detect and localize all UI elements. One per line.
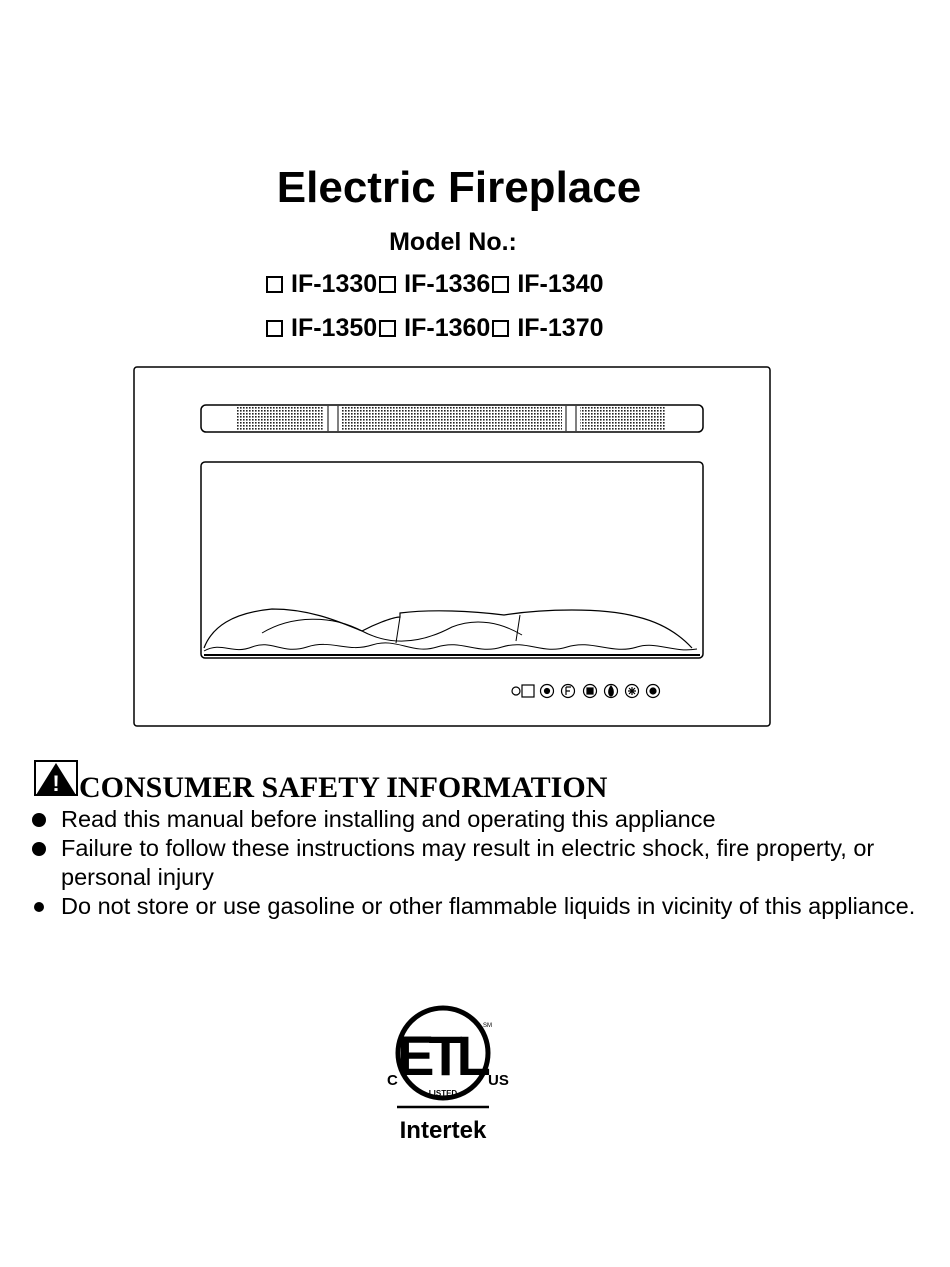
bullet-icon — [32, 842, 46, 856]
firebox-window — [201, 462, 703, 658]
warning-glyph: ! — [52, 771, 60, 796]
control-panel — [512, 685, 660, 698]
service-mark: SM — [483, 1023, 492, 1029]
bullet-icon — [34, 902, 44, 912]
listed-label: LISTED — [428, 1089, 458, 1098]
intertek-label: Intertek — [399, 1117, 487, 1144]
safety-bullet-list — [30, 805, 920, 921]
bullet-text: Failure to follow these instructions may result in electric shock, fire property, or personal injury — [61, 835, 875, 890]
checkbox-icon[interactable] — [492, 320, 509, 337]
document-title: Electric Fireplace — [276, 163, 642, 212]
bullet-icon — [32, 813, 46, 827]
checkbox-icon[interactable] — [379, 276, 396, 293]
vent-grille-center — [342, 406, 562, 431]
vent-grille-left — [236, 406, 324, 431]
model-number: IF-1340 — [517, 270, 604, 298]
model-number: IF-1336 — [404, 270, 491, 298]
model-row-2 — [264, 313, 604, 343]
model-row-1 — [264, 269, 604, 299]
safety-title: CONSUMER SAFETY INFORMATION — [79, 771, 608, 804]
model-number: IF-1360 — [404, 314, 491, 342]
model-option[interactable] — [377, 313, 490, 343]
model-number: IF-1350 — [291, 314, 378, 342]
checkbox-icon[interactable] — [266, 276, 283, 293]
checkbox-icon[interactable] — [492, 276, 509, 293]
model-option[interactable] — [377, 269, 490, 299]
model-option[interactable] — [264, 313, 377, 343]
fireplace-illustration — [132, 365, 772, 730]
vent-grille-right — [580, 406, 666, 431]
bullet-text: Read this manual before installing and operating this appliance — [61, 806, 716, 832]
model-number: IF-1330 — [291, 270, 378, 298]
list-item — [30, 834, 920, 892]
list-item — [30, 805, 920, 834]
model-option[interactable] — [490, 313, 603, 343]
checkbox-icon[interactable] — [379, 320, 396, 337]
warning-icon — [34, 760, 78, 796]
etl-mark: ETL — [397, 1024, 485, 1087]
model-number-label: Model No.: — [389, 228, 517, 256]
bullet-text: Do not store or use gasoline or other flammable liquids in vicinity of this appliance. — [61, 893, 916, 919]
ember-bed — [204, 609, 692, 648]
etl-listed-logo — [383, 1005, 517, 1145]
checkbox-icon[interactable] — [266, 320, 283, 337]
model-number: IF-1370 — [517, 314, 604, 342]
model-option[interactable] — [264, 269, 377, 299]
c-label: C — [387, 1072, 398, 1089]
us-label: US — [488, 1072, 509, 1089]
model-option[interactable] — [490, 269, 603, 299]
list-item — [30, 892, 920, 921]
